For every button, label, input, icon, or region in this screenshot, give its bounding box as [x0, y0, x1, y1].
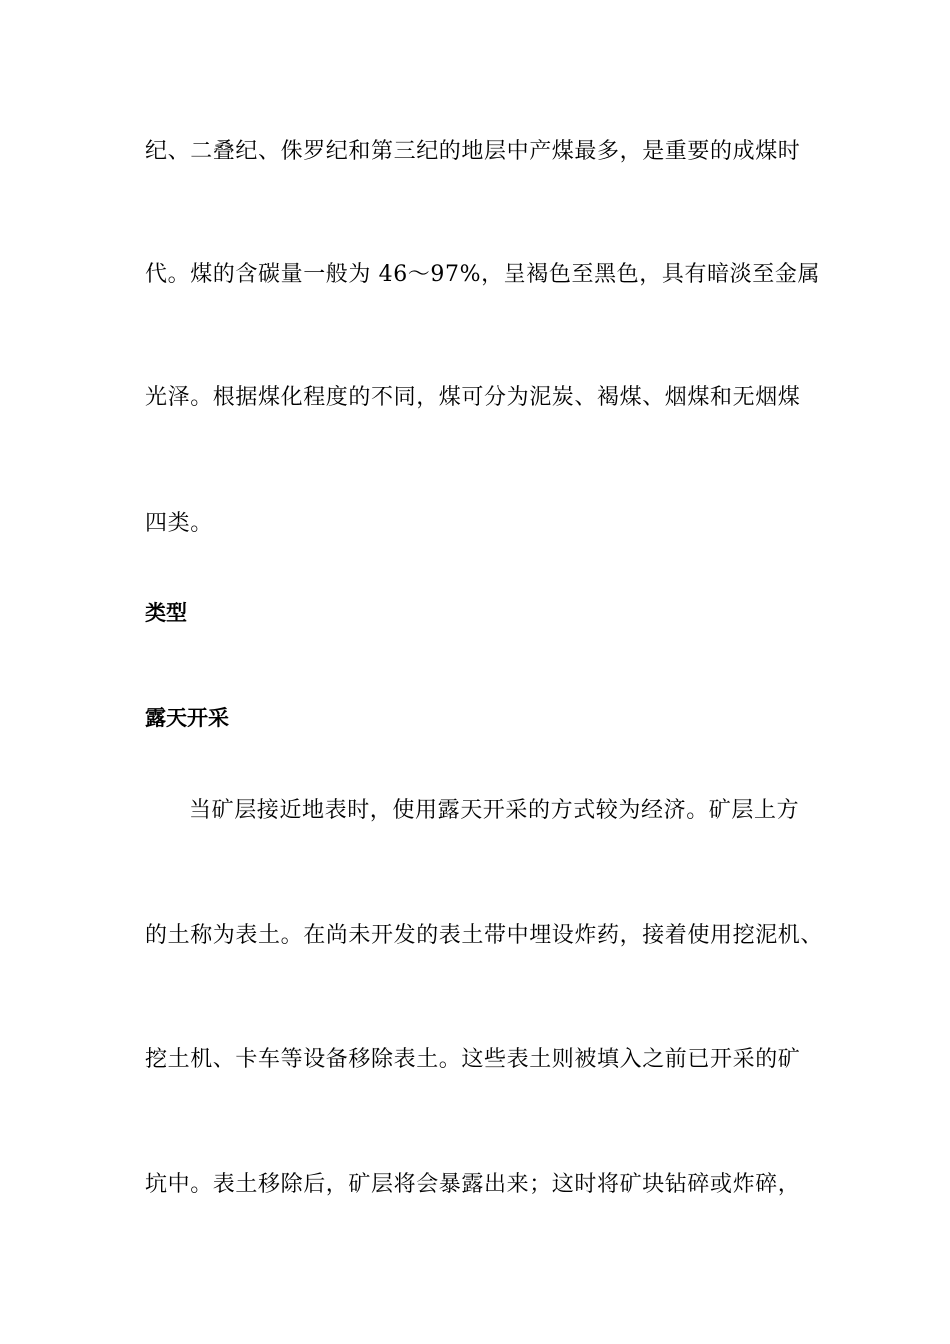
paragraph-2-line-3: 挖土机、卡车等设备移除表土。这些表土则被填入之前已开采的矿 — [145, 1047, 801, 1072]
paragraph-1-line-4: 四类。 — [145, 511, 213, 536]
subsection-heading: 露天开采 — [145, 706, 229, 730]
paragraph-2-line-2: 的土称为表土。在尚未开发的表土带中埋设炸药，接着使用挖泥机、 — [145, 923, 824, 948]
paragraph-2-line-1: 当矿层接近地表时，使用露天开采的方式较为经济。矿层上方 — [189, 798, 800, 823]
paragraph-1-line-1: 纪、二叠纪、侏罗纪和第三纪的地层中产煤最多，是重要的成煤时 — [145, 139, 801, 164]
paragraph-1-line-2: 代。煤的含碳量一般为 46～97%，呈褐色至黑色，具有暗淡至金属 — [145, 262, 821, 287]
section-heading: 类型 — [145, 601, 187, 625]
paragraph-1-line-3: 光泽。根据煤化程度的不同，煤可分为泥炭、褐煤、烟煤和无烟煤 — [145, 385, 801, 410]
paragraph-2-line-4: 坑中。表土移除后，矿层将会暴露出来；这时将矿块钻碎或炸碎， — [145, 1172, 801, 1197]
